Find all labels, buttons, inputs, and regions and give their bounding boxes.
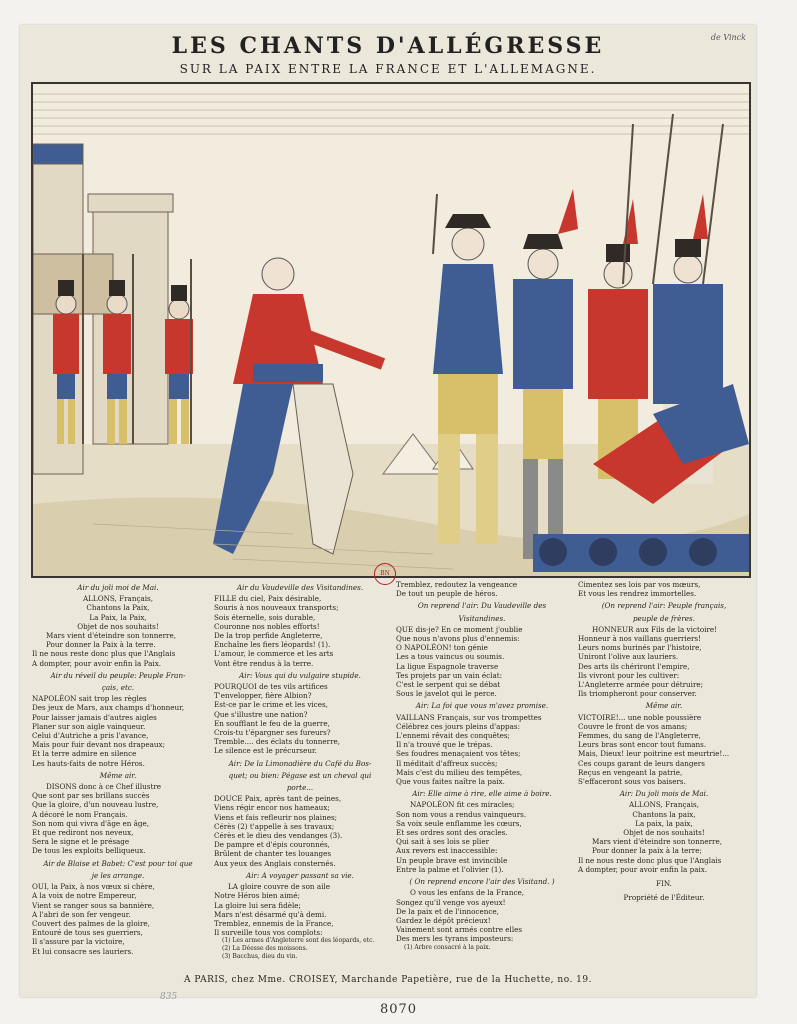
verse-line: Des jeux de Mars, aux champs d'honneur, bbox=[32, 703, 185, 713]
verse-line: Et lui consacre ses lauriers. bbox=[32, 946, 134, 956]
verse-line: FIN. bbox=[656, 879, 672, 889]
verse-line: Ils vivront pour les cultiver: bbox=[578, 670, 680, 680]
verse-line: Chantons la paix, bbox=[632, 809, 696, 819]
verse-line: Vient se ranger sous sa bannière, bbox=[32, 900, 155, 910]
verse-line: Que vous faites naître la paix. bbox=[396, 777, 505, 787]
verse-line: Et que rediront nos neveux, bbox=[32, 828, 134, 838]
verse-line: Objet de nos souhaits! bbox=[623, 828, 705, 838]
verse-line: Songez qu'il venge vos ayeux! bbox=[396, 897, 506, 907]
verse-line: C'est le serpent qui se débat bbox=[396, 680, 501, 690]
verse-line: Aux revers est inaccessible: bbox=[396, 846, 498, 856]
verse-line: T'envelopper, fière Albion? bbox=[214, 691, 312, 701]
verse-line: Que s'illustre une nation? bbox=[214, 709, 308, 719]
song-air-heading: peuple de frères. bbox=[632, 613, 696, 623]
verse-line: Brûlent de chanter tes louanges bbox=[214, 849, 332, 859]
verse-line: Sois éternelle, sois durable, bbox=[214, 612, 316, 622]
song-air-heading: Air: Elle aime à rire, elle aime à boire. bbox=[412, 789, 552, 799]
song-air-heading: Même air. bbox=[99, 770, 137, 780]
verse-line: Le silence est le précurseur. bbox=[214, 746, 317, 756]
verse-line: Gardez le dépôt précieux! bbox=[396, 915, 491, 925]
verse-line: L'amour, le commerce et les arts bbox=[214, 649, 334, 659]
footnote-line: (1) Les armes d'Angleterre sont des léopards, etc. bbox=[222, 937, 375, 945]
song-columns bbox=[32, 580, 750, 965]
verse-line: Qui sait à ses lois se plier bbox=[396, 837, 490, 847]
verse-line: Notre Héros bien aimé; bbox=[214, 891, 300, 901]
verse-line: DOUCE Paix, après tant de peines, bbox=[214, 794, 342, 804]
verse-line: Pour donner la paix à la terre; bbox=[592, 846, 702, 856]
page-title: LES CHANTS D'ALLÉGRESSE bbox=[171, 33, 605, 59]
verse-line: Son nom qui vivra d'âge en âge, bbox=[32, 818, 150, 828]
verse-line: Entre la palme et l'olivier (1). bbox=[396, 864, 504, 874]
verse-line: Mars n'est désarmé qu'à demi. bbox=[214, 909, 327, 919]
verse-line: Sera le signe et le présage bbox=[32, 837, 130, 847]
verse-line: Tremblez, ennemis de la France, bbox=[214, 918, 334, 928]
verse-line: Celui d'Autriche a pris l'avance, bbox=[32, 731, 149, 741]
verse-line: De pampre et d'épis couronnés, bbox=[214, 840, 330, 850]
engraving-illustration bbox=[31, 82, 751, 578]
song-air-heading: çais, etc. bbox=[101, 683, 135, 693]
verse-line: Tes projets par un vain éclat: bbox=[396, 670, 503, 680]
verse-line: Propriété de l'Éditeur. bbox=[623, 893, 705, 903]
song-air-heading: Air de Blaise et Babet: C'est pour toi que bbox=[43, 858, 193, 868]
song-air-heading: On reprend l'air: Du Vaudeville des bbox=[417, 601, 547, 611]
verse-line: La gloire lui sera fidèle; bbox=[214, 900, 301, 910]
verse-line: L'ennemi rêvait des conquêtes; bbox=[396, 731, 510, 741]
verse-line: DISONS donc à ce Chef illustre bbox=[46, 782, 162, 792]
verse-line: Que la gloire, d'un nouveau lustre, bbox=[32, 800, 159, 810]
song-air-heading: quet; ou bien: Pégase est un cheval qui bbox=[228, 770, 372, 780]
verse-line: HONNEUR aux Fils de la victoire! bbox=[592, 624, 718, 634]
verse-line: Des mers les tyrans imposteurs: bbox=[396, 934, 514, 944]
verse-line: A dompter, pour avoir enfin la Paix. bbox=[32, 658, 162, 668]
verse-line: Leurs bras sont encor tout fumans. bbox=[578, 740, 707, 750]
verse-line: Objet de nos souhaits! bbox=[77, 621, 159, 631]
verse-line: Un peuple brave est invincible bbox=[396, 855, 508, 865]
verse-line: Honneur à nos vaillans guerriers! bbox=[578, 634, 702, 644]
verse-line: Est-ce par le crime et les vices, bbox=[214, 700, 328, 710]
verse-line: Cimentez ses lois par vos mœurs, bbox=[578, 580, 701, 589]
verse-line: NAPOLÉON sait trop les règles bbox=[32, 694, 147, 704]
verse-line: Tremblez, redoutez la vengeance bbox=[396, 580, 518, 589]
verse-line: Tremble.... des éclats du tonnerre, bbox=[214, 737, 341, 747]
verse-line: Femmes, du sang de l'Angleterre, bbox=[578, 731, 701, 741]
verse-line: A la voix de notre Empereur, bbox=[32, 891, 137, 901]
song-air-heading: Air: De la Limonadière du Café du Bos- bbox=[228, 758, 372, 768]
verse-line: VICTOIRE!... une noble poussière bbox=[578, 712, 702, 722]
verse-line: La ligue Espagnole traverse bbox=[396, 661, 499, 671]
verse-line: De tous les exploits belliqueux. bbox=[32, 846, 146, 856]
verse-line: Sa voix seule enflamme les cœurs, bbox=[396, 818, 522, 828]
verse-line: FILLE du ciel, Paix désirable, bbox=[214, 594, 322, 604]
verse-line: NAPOLÉON fit ces miracles; bbox=[410, 800, 515, 810]
verse-line: Viens régir encor nos hameaux; bbox=[214, 803, 330, 813]
verse-line: Viens et fais refleurir nos plaines; bbox=[214, 812, 338, 822]
verse-line: VAILLANS Français, sur vos trompettes bbox=[396, 712, 542, 722]
verse-line: Cérès et le dieu des vendanges (3). bbox=[214, 831, 343, 841]
verse-line: Mais c'est du milieu des tempêtes, bbox=[396, 767, 523, 777]
song-air-heading: Visitandines. bbox=[458, 613, 506, 623]
verse-line: Les hauts-faits de notre Héros. bbox=[32, 758, 145, 768]
verse-line: En soufflant le feu de la guerre, bbox=[214, 718, 330, 728]
verse-line: Et la terre admire en silence bbox=[32, 749, 137, 759]
verse-line: Couvre le front de vos amans; bbox=[578, 721, 688, 731]
verse-line: Enchaîne les fiers léopards! (1). bbox=[214, 640, 331, 650]
song-air-heading: Air du Vaudeville des Visitandines. bbox=[236, 583, 364, 592]
verse-line: O NAPOLÉON! ton génie bbox=[396, 643, 488, 653]
verse-line: L'Angleterre armée pour détruire; bbox=[578, 680, 704, 690]
song-air-heading: porte... bbox=[286, 783, 314, 793]
verse-line: Sous le javelot qui le perce. bbox=[396, 689, 497, 699]
verse-line: Et ses ordres sont des oracles. bbox=[396, 828, 508, 838]
verse-line: A dompter, pour avoir enfin la paix. bbox=[578, 864, 708, 874]
song-column-1 bbox=[32, 580, 204, 965]
song-air-heading: Air: La foi que vous m'avez promise. bbox=[415, 701, 549, 711]
verse-line: Mars vient d'éteindre son tonnerre, bbox=[46, 631, 177, 641]
verse-line: Mais pour fuir devant nos drapeaux; bbox=[32, 740, 166, 750]
verse-line: Cérès (2) t'appelle à ses travaux; bbox=[214, 821, 335, 831]
verse-line: Que sont par ses brillans succès bbox=[32, 791, 150, 801]
library-stamp: BN bbox=[374, 563, 396, 585]
verse-line: La paix, la paix, bbox=[635, 818, 693, 828]
verse-line: Mars vient d'éteindre son tonnerre, bbox=[592, 837, 723, 847]
corner-mark: de Vinck bbox=[710, 33, 746, 42]
verse-line: De la paix et de l'innocence, bbox=[396, 906, 499, 916]
publisher-imprint: A PARIS, chez Mme. CROISEY, Marchande Papetière, rue de la Huchette, no. 19. bbox=[183, 975, 592, 985]
verse-line: LA gloire couvre de son aile bbox=[228, 882, 330, 892]
footnote-line: (3) Bacchus, dieu du vin. bbox=[222, 952, 298, 960]
verse-line: Il surveille tous vos complots: bbox=[214, 928, 323, 938]
verse-line: Ces coups garant de leurs dangers bbox=[578, 758, 705, 768]
song-air-heading: (On reprend l'air: Peuple français, bbox=[601, 601, 727, 611]
verse-line: Uniront l'olive aux lauriers. bbox=[578, 652, 679, 662]
song-air-heading: je les arrange. bbox=[91, 870, 145, 880]
verse-line: A décoré le nom Français. bbox=[32, 809, 128, 819]
verse-line: ALLONS, Français, bbox=[628, 800, 700, 810]
verse-line: Vainement sont armés contre elles bbox=[396, 925, 523, 935]
verse-line: Leurs noms burinés par l'histoire, bbox=[578, 643, 702, 653]
verse-line: ALLONS, Français, bbox=[82, 594, 154, 604]
verse-line: Il n'a trouvé que le trépas. bbox=[396, 740, 493, 750]
verse-line: OUI, la Paix, à nos vœux si chère, bbox=[32, 882, 155, 892]
verse-line: QUE dis-je? En ce moment j'oublie bbox=[396, 624, 523, 634]
verse-line: A l'abri de son fer vengeur. bbox=[32, 909, 131, 919]
song-air-heading: ( On reprend encore l'air des Visitand. ) bbox=[409, 877, 555, 887]
verse-line: Entouré de tous ses guerriers, bbox=[32, 928, 143, 938]
verse-line: Ils triompheront pour conserver. bbox=[578, 689, 697, 699]
verse-line: S'effaceront sous vos baisers. bbox=[578, 777, 686, 787]
verse-line: Pour donner la Paix à la terre. bbox=[46, 640, 156, 650]
song-air-heading: Air du joli moi de Mai. bbox=[77, 583, 159, 592]
verse-line: Mais, Dieux! leur poitrine est meurtrie!... bbox=[578, 749, 730, 759]
page-subtitle: SUR LA PAIX ENTRE LA FRANCE ET L'ALLEMAGNE. bbox=[179, 62, 597, 76]
print-sheet bbox=[20, 25, 756, 1002]
verse-line: De tout un peuple de héros. bbox=[396, 589, 498, 599]
song-column-3 bbox=[396, 580, 568, 965]
catalog-number: 8070 bbox=[379, 1002, 418, 1017]
verse-line: POURQUOI de tes vils artifices bbox=[214, 682, 328, 692]
pencil-inventory-mark: 835 bbox=[160, 992, 178, 1002]
verse-line: Il ne nous reste donc plus que l'Anglais bbox=[578, 855, 722, 865]
verse-line: La Paix, la Paix, bbox=[89, 612, 147, 622]
verse-line: Reçus en vengeant la patrie, bbox=[578, 767, 683, 777]
verse-line: Il méditait d'affreux succès; bbox=[396, 758, 498, 768]
verse-line: Vont être rendus à la terre. bbox=[214, 658, 314, 668]
verse-line: Son nom vous a rendus vainqueurs. bbox=[396, 809, 527, 819]
verse-line: Couvert des palmes de la gloire, bbox=[32, 918, 150, 928]
footnote-line: (1) Arbre consacré à la paix. bbox=[404, 943, 491, 951]
song-air-heading: Air du réveil du peuple: Peuple Fran- bbox=[50, 670, 186, 680]
footnote-line: (2) La Déesse des moissons. bbox=[222, 944, 308, 952]
verse-line: O vous les enfans de la France, bbox=[410, 888, 525, 898]
verse-line: Des arts ils chériront l'empire, bbox=[578, 661, 690, 671]
song-column-2 bbox=[214, 580, 386, 965]
verse-line: Aux yeux des Anglais consternés. bbox=[214, 858, 336, 868]
verse-line: Souris à nos nouveaux transports; bbox=[214, 603, 339, 613]
verse-line: Célébrez ces jours pleins d'appas: bbox=[396, 721, 521, 731]
verse-line: Crois-tu t'épargner ses fureurs? bbox=[214, 728, 331, 738]
verse-line: Pour laisser jamais d'autres aigles bbox=[32, 712, 157, 722]
song-column-4 bbox=[578, 580, 750, 965]
song-air-heading: Air: Vous qui du vulgaire stupide. bbox=[239, 670, 361, 680]
verse-line: Couronne nos nobles efforts! bbox=[214, 621, 320, 631]
song-air-heading: Air: A voyager passant sa vie. bbox=[246, 870, 354, 880]
verse-line: Les a tous vaincus ou soumis. bbox=[396, 652, 505, 662]
verse-line: Il ne nous reste donc plus que l'Anglais bbox=[32, 649, 176, 659]
verse-line: Planer sur son aigle vainqueur. bbox=[32, 721, 146, 731]
verse-line: Que nous n'avons plus d'ennemis: bbox=[396, 634, 520, 644]
verse-line: Et vous les rendrez immortelles. bbox=[578, 589, 697, 599]
verse-line: Il s'assure par la victoire, bbox=[32, 937, 125, 947]
song-air-heading: Même air. bbox=[645, 701, 683, 711]
verse-line: Ses foudres menaçaient vos têtes; bbox=[396, 749, 521, 759]
illustration-svg bbox=[33, 84, 749, 576]
song-air-heading: Air: Du joli mois de Mai. bbox=[619, 789, 709, 799]
verse-line: Chantons la Paix, bbox=[86, 603, 150, 613]
verse-line: De la trop perfide Angleterre, bbox=[214, 631, 323, 641]
